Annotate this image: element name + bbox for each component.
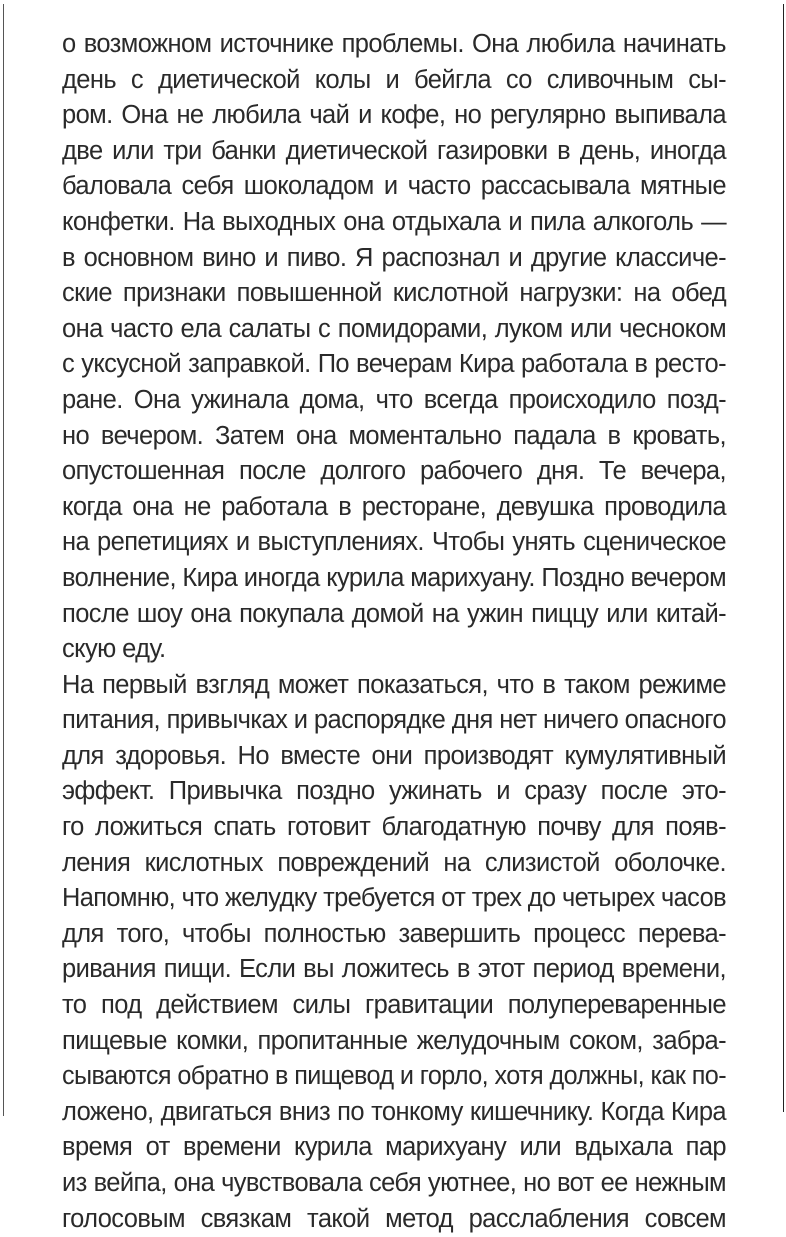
page-border-right bbox=[783, 4, 784, 1112]
text-line: для того, чтобы полностью завершить процесс перева- bbox=[62, 919, 726, 948]
text-line: две или три банки диетической газировки в день, иногда bbox=[62, 136, 726, 165]
text-line: голосовым связкам такой метод расслабления совсем bbox=[62, 1204, 726, 1233]
page-border-left bbox=[3, 4, 4, 1116]
text-line: из вейпа, она чувствовала себя уютнее, но вот ее нежным bbox=[62, 1169, 726, 1197]
text-line: сываются обратно в пищевод и горло, хотя должны, как по- bbox=[62, 1062, 726, 1091]
text-line: она часто ела салаты с помидорами, луком или чесноком bbox=[62, 314, 726, 343]
text-line: с уксусной заправкой. По вечерам Кира работала в ресто- bbox=[62, 350, 726, 379]
text-line: день с диетической колы и бейгла со сливочным сы- bbox=[62, 65, 726, 94]
text-line: баловала себя шоколадом и часто рассасывала мятные bbox=[62, 172, 726, 201]
paragraph-1 bbox=[62, 27, 726, 668]
text-line: конфетки. На выходных она отдыхала и пила алкоголь — bbox=[62, 207, 726, 236]
text-line: на репетициях и выступлениях. Чтобы унять сценическое bbox=[62, 528, 726, 557]
paragraph-2 bbox=[62, 668, 726, 1237]
text-line: пищевые комки, пропитанные желудочным соком, забра- bbox=[62, 1026, 726, 1055]
text-line: о возможном источнике проблемы. Она любила начинать bbox=[62, 30, 726, 58]
text-line: опустошенная после долгого рабочего дня. Те вечера, bbox=[62, 457, 726, 486]
text-line: ложено, двигаться вниз по тонкому кишечнику. Когда Кира bbox=[62, 1097, 726, 1126]
text-line: питания, привычках и распорядке дня нет ничего опасного bbox=[62, 706, 726, 735]
text-line: для здоровья. Но вместе они производят кумулятивный bbox=[62, 741, 726, 770]
text-line: ране. Она ужинала дома, что всегда происходило позд- bbox=[62, 385, 726, 414]
text-line: го ложиться спать готовит благодатную почву для появ- bbox=[62, 813, 726, 842]
text-line: ления кислотных повреждений на слизистой оболочке. bbox=[62, 848, 726, 877]
text-line: ские признаки повышенной кислотной нагрузки: на обед bbox=[62, 279, 726, 308]
text-line: волнение, Кира иногда курила марихуану. Поздно вечером bbox=[62, 563, 726, 592]
text-line: ривания пищи. Если вы ложитесь в этот период времени, bbox=[62, 955, 726, 984]
text-line: время от времени курила марихуану или вдыхала пар bbox=[62, 1133, 726, 1162]
text-line: после шоу она покупала домой на ужин пиццу или китай- bbox=[62, 599, 726, 628]
text-line: в основном вино и пиво. Я распознал и другие классиче- bbox=[62, 243, 726, 272]
text-line: Напомню, что желудку требуется от трех до четырех часов bbox=[62, 884, 726, 913]
text-line: но вечером. Затем она моментально падала в кровать, bbox=[62, 421, 726, 450]
text-line: эффект. Привычка поздно ужинать и сразу после это- bbox=[62, 777, 726, 806]
text-line: скую еду. bbox=[62, 635, 166, 664]
text-line: На первый взгляд может показаться, что в таком режиме bbox=[62, 670, 726, 699]
text-line: ром. Она не любила чай и кофе, но регулярно выпивала bbox=[62, 101, 726, 130]
text-line: то под действием силы гравитации полупереваренные bbox=[62, 991, 726, 1020]
document-body bbox=[62, 27, 726, 1237]
text-line: когда она не работала в ресторане, девушка проводила bbox=[62, 492, 726, 521]
